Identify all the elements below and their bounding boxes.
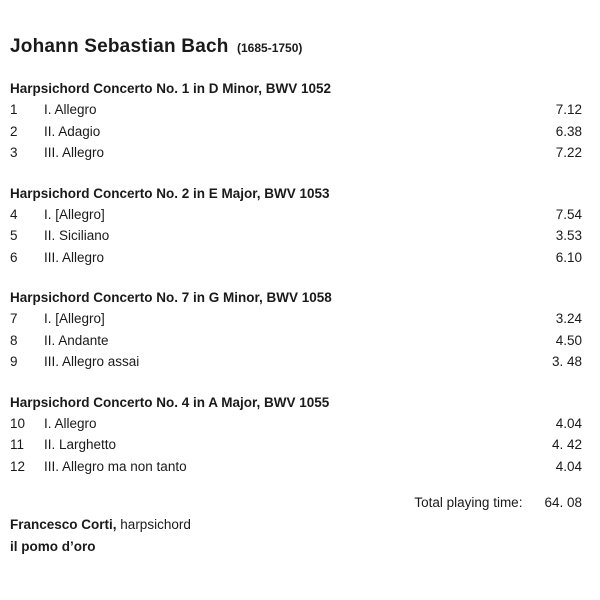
track-duration: 3. 48: [551, 354, 582, 369]
track-number: 1: [10, 102, 18, 117]
track-title: II. Andante: [44, 332, 109, 348]
ensemble-name: il pomo d’oro: [10, 539, 96, 554]
track-row: [10, 247, 582, 269]
track-row: [10, 142, 582, 164]
track-title: I. Allegro: [44, 102, 97, 117]
total-label: Total playing time:: [414, 495, 523, 510]
performer-role: harpsichord: [120, 517, 191, 532]
tracklist-page: [10, 36, 582, 558]
work-section: [10, 287, 582, 373]
track-row: [10, 99, 582, 121]
performer-name: Francesco Corti,: [10, 517, 117, 532]
track-row: [10, 434, 582, 456]
track-duration: 6.10: [555, 249, 582, 265]
performer-credit: [10, 514, 582, 536]
track-duration: 4.04: [555, 415, 582, 431]
composer-dates: (1685-1750): [237, 41, 303, 55]
track-duration: 4.50: [555, 332, 582, 348]
total-playing-time: [10, 492, 582, 514]
track-number: 2: [10, 123, 18, 139]
track-row: [10, 456, 582, 478]
work-title: Harpsichord Concerto No. 2 in E Major, BWV 1053: [10, 185, 330, 201]
composer-name: Johann Sebastian Bach: [10, 36, 229, 57]
track-title: II. Siciliano: [44, 228, 110, 243]
track-number: 12: [10, 458, 26, 474]
work-title: Harpsichord Concerto No. 1 in D Minor, BWV 1052: [10, 81, 332, 96]
track-title: III. Allegro assai: [44, 354, 140, 369]
track-row: [10, 330, 582, 352]
track-title: I. Allegro: [44, 415, 97, 431]
track-title: II. Adagio: [44, 123, 101, 139]
track-title: III. Allegro ma non tanto: [44, 458, 187, 474]
track-title: III. Allegro: [44, 249, 105, 265]
track-number: 11: [10, 437, 25, 452]
track-number: 3: [10, 145, 18, 160]
track-row: [10, 308, 582, 330]
composer-header: [10, 36, 582, 60]
track-row: [10, 351, 582, 373]
track-number: 5: [10, 228, 18, 243]
track-title: II. Larghetto: [44, 437, 117, 452]
track-duration: 7.12: [555, 102, 582, 117]
track-duration: 7.22: [555, 145, 582, 160]
track-row: [10, 121, 582, 143]
track-number: 8: [10, 332, 18, 348]
track-duration: 3.24: [555, 311, 582, 326]
work-section: [10, 78, 582, 164]
track-duration: 7.54: [555, 206, 582, 222]
track-title: III. Allegro: [44, 145, 105, 160]
track-title: I. [Allegro]: [44, 311, 105, 326]
track-row: [10, 413, 582, 435]
work-title: Harpsichord Concerto No. 4 in A Major, BWV 1055: [10, 394, 330, 410]
track-duration: 4. 42: [551, 437, 582, 452]
track-row: [10, 204, 582, 226]
work-title: Harpsichord Concerto No. 7 in G Minor, BWV 1058: [10, 290, 332, 305]
track-row: [10, 225, 582, 247]
total-value: 64. 08: [544, 495, 582, 510]
track-title: I. [Allegro]: [44, 206, 105, 222]
track-duration: 4.04: [555, 458, 582, 474]
track-number: 4: [10, 206, 18, 222]
track-number: 7: [10, 311, 18, 326]
work-section: [10, 392, 582, 478]
track-number: 10: [10, 415, 26, 431]
track-number: 9: [10, 354, 18, 369]
track-duration: 6.38: [555, 123, 582, 139]
track-duration: 3.53: [555, 228, 582, 243]
work-section: [10, 183, 582, 269]
track-number: 6: [10, 249, 18, 265]
